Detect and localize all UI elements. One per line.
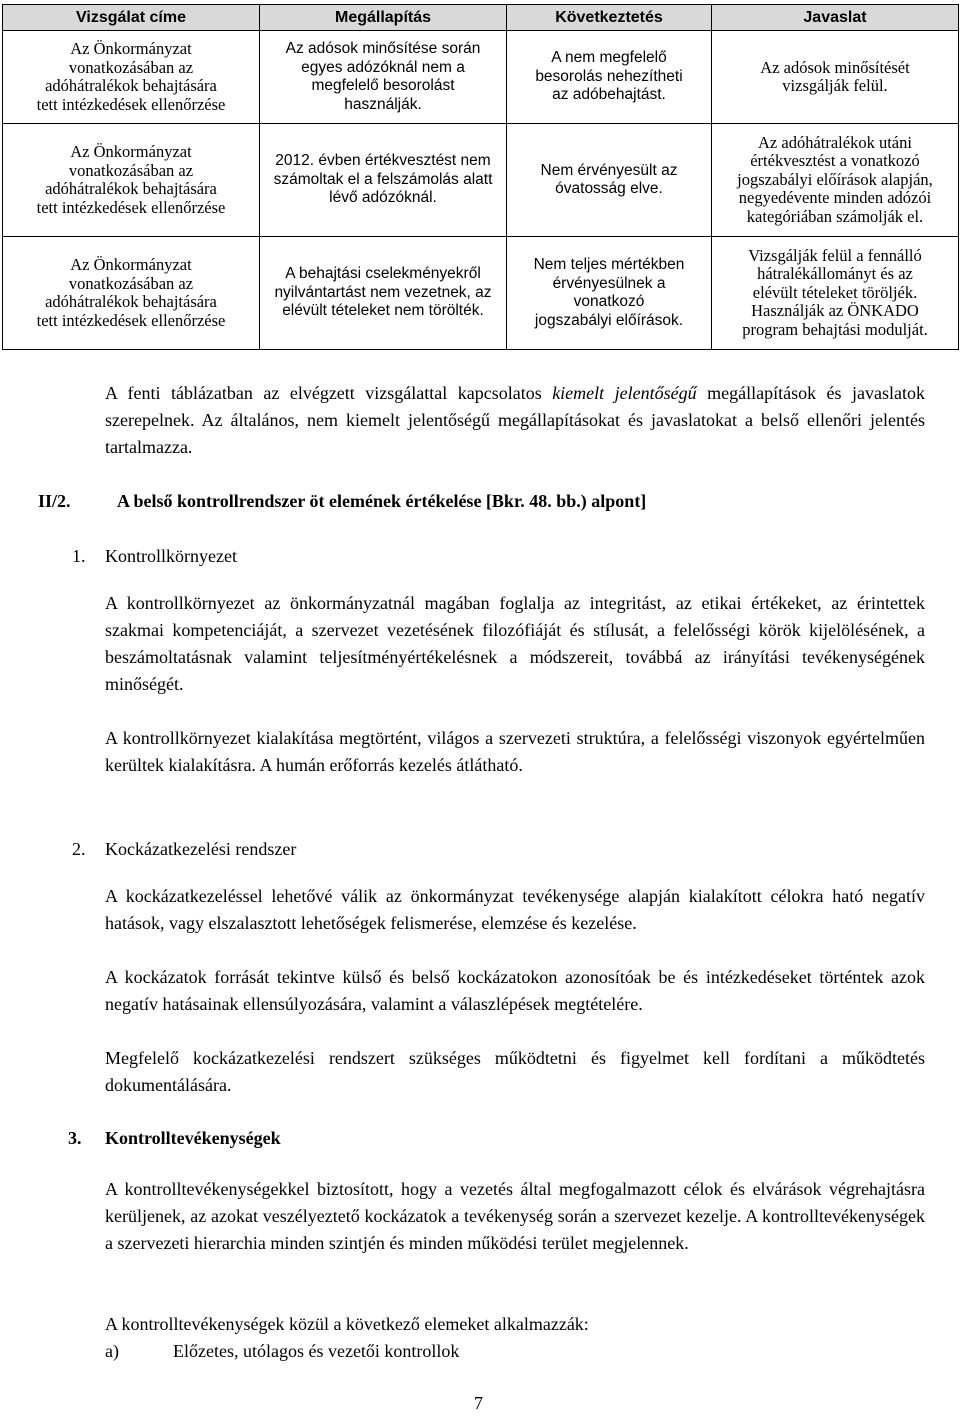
table-row (3, 31, 959, 124)
subsection-2-paragraph-1: A kockázatkezeléssel lehetővé válik az önkormányzat tevékenysége alapján kialakított célokra ható negatív hatások, vagy elszalasztott lehetőségek felismerése, elemzése és kezelése. (105, 886, 925, 933)
row-recommendation: Vizsgálják felül a fennálló hátralékállományt és az elévült tételeket töröljék. Használják az ÖNKADO program behajtási modulját. (712, 237, 959, 350)
subsection-3-number: 3. (68, 1128, 82, 1148)
subsection-2-paragraph-3: Megfelelő kockázatkezelési rendszert szükséges működtetni és figyelmet kell fordítani a működtetés dokumentálására. (105, 1048, 925, 1095)
summary-text-after: megállapítások és javaslatok szerepelnek. Az általános, nem kiemelt jelentőségű megállapításokat és javaslatokat a belső ellenőri jelentés tartalmazza. (105, 383, 926, 457)
subsection-2-number: 2. (72, 839, 86, 859)
row-subject: Az Önkormányzat vonatkozásában az adóhátralékok behajtására tett intézkedések ellenőrzése (3, 237, 260, 350)
subsection-2-title: Kockázatkezelési rendszer (105, 839, 297, 859)
subsection-1-paragraph-1: A kontrollkörnyezet az önkormányzatnál magában foglalja az integritást, az etikai értékeket, az érintettek szakmai kompetenciáját, a szervezet vezetésének filozófiáját és stílusát, a felelősségi körök kijelölésének, a beszámoltatásnak valamint teljesítményértékelésnek a módszereit, továbbá az irányítási tevékenységének minőségét. (105, 593, 925, 694)
row-recommendation: Az adóhátralékok utáni értékvesztést a vonatkozó jogszabályi előírások alapján, negyedévente minden adózói kategóriában számolják el. (712, 124, 959, 237)
list-item: Előzetes, utólagos és vezetői kontrollok (173, 1341, 460, 1361)
summary-emphasis: kiemelt jelentőségű (552, 383, 697, 403)
subsection-2-paragraph-2: A kockázatok forrását tekintve külső és belső kockázatokon azonosítóak be és intézkedéseket történtek azok negatív hatásainak ellensúlyozására, valamint a válaszlépések megtételére. (105, 967, 925, 1014)
list-item-marker: a) (105, 1341, 119, 1361)
row-conclusion: Nem teljes mértékben érvényesülnek a vonatkozó jogszabályi előírások. (507, 237, 712, 350)
row-finding: A behajtási cselekményekről nyilvántartást nem vezetnek, az elévült tételeket nem törölték. (260, 237, 507, 350)
row-subject: Az Önkormányzat vonatkozásában az adóhátralékok behajtására tett intézkedések ellenőrzése (3, 124, 260, 237)
page-number: 7 (474, 1393, 483, 1413)
row-finding: 2012. évben értékvesztést nem számoltak el a felszámolás alatt lévő adózóknál. (260, 124, 507, 237)
subsection-3-title: Kontrolltevékenységek (105, 1128, 281, 1148)
subsection-1-title: Kontrollkörnyezet (105, 546, 237, 566)
header-javaslat: Javaslat (712, 5, 959, 31)
subsection-3-paragraph-2: A kontrolltevékenységek közül a következő elemeket alkalmazzák: (105, 1314, 589, 1334)
section-number: II/2. (38, 491, 71, 511)
subsection-1-number: 1. (72, 546, 86, 566)
header-megallapitas: Megállapítás (260, 5, 507, 31)
summary-paragraph (105, 380, 925, 461)
row-finding: Az adósok minősítése során egyes adózóknál nem a megfelelő besorolást használják. (260, 31, 507, 124)
row-recommendation: Az adósok minősítését vizsgálják felül. (712, 31, 959, 124)
subsection-3-paragraph-1: A kontrolltevékenységekkel biztosított, hogy a vezetés által megfogalmazott célok és elvárások végrehajtásra kerüljenek, az azokat veszélyeztető kockázatok a tevékenység során a szervezet kezelje. A kontrolltevékenységek a szervezeti hierarchia minden szintjén és minden működési terület megjelennek. (105, 1179, 925, 1253)
row-conclusion: A nem megfelelő besorolás nehezítheti az adóbehajtást. (507, 31, 712, 124)
row-subject: Az Önkormányzat vonatkozásában az adóhátralékok behajtására tett intézkedések ellenőrzése (3, 31, 260, 124)
header-vizsgalat-cime: Vizsgálat címe (3, 5, 260, 31)
table-row (3, 237, 959, 350)
header-kovetkeztetes: Következtetés (507, 5, 712, 31)
subsection-1-paragraph-2: A kontrollkörnyezet kialakítása megtörtént, világos a szervezeti struktúra, a felelősségi viszonyok egyértelműen kerültek kialakításra. A humán erőforrás kezelés átlátható. (105, 728, 925, 775)
row-conclusion: Nem érvényesült az óvatosság elve. (507, 124, 712, 237)
summary-text-before: A fenti táblázatban az elvégzett vizsgálattal kapcsolatos (105, 383, 553, 403)
table-row (3, 124, 959, 237)
table-header-row (3, 5, 959, 31)
findings-table (2, 4, 959, 350)
section-title: A belső kontrollrendszer öt elemének értékelése [Bkr. 48. bb.) alpont] (117, 491, 647, 511)
